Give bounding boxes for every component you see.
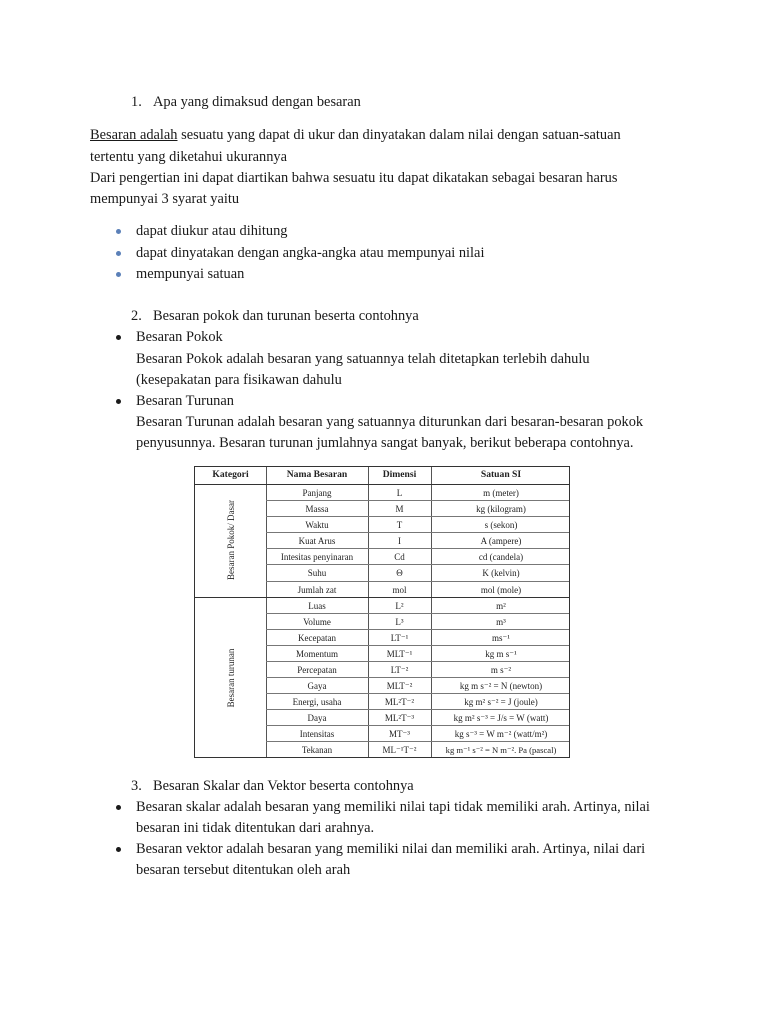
row-dimension: M <box>395 504 404 514</box>
row-name: Gaya <box>307 681 327 691</box>
bullet-dot <box>116 399 121 404</box>
row-unit: m³ <box>496 617 506 627</box>
row-unit: K (kelvin) <box>482 568 520 578</box>
requirement-item: mempunyai satuan <box>136 266 245 282</box>
row-unit: kg m s⁻² = N (newton) <box>459 681 543 691</box>
row-name: Momentum <box>296 649 338 659</box>
row-line <box>266 693 569 694</box>
definition-line-2: tertentu yang diketahui ukurannya <box>90 149 288 165</box>
row-name: Tekanan <box>301 745 333 755</box>
bullet-dot <box>116 251 121 256</box>
row-name: Kecepatan <box>298 633 336 643</box>
row-name: Percepatan <box>297 665 337 675</box>
skalar-text-line-1: Besaran skalar adalah besaran yang memiliki nilai tapi tidak memiliki arah. Artinya, nilai <box>136 799 650 815</box>
row-dimension: L³ <box>395 617 404 627</box>
turunan-text-line-1: Besaran Turunan adalah besaran yang satuannya diturunkan dari besaran-besaran pokok <box>136 414 644 430</box>
row-dimension: I <box>398 536 401 546</box>
row-line <box>266 677 569 678</box>
table-header-satuan: Satuan SI <box>480 469 522 480</box>
row-name: Volume <box>303 617 331 627</box>
section2-number: 2. <box>131 308 142 324</box>
row-name: Intensitas <box>299 729 335 739</box>
row-name: Waktu <box>305 520 329 530</box>
row-name: Energi, usaha <box>292 697 342 707</box>
row-dimension: MLT⁻¹ <box>386 649 413 659</box>
row-dimension: Cd <box>394 552 405 562</box>
pokok-title: Besaran Pokok <box>136 329 223 345</box>
row-unit: kg s⁻³ = W m⁻² (watt/m²) <box>454 729 548 739</box>
bullet-dot <box>116 805 121 810</box>
row-line <box>266 709 569 710</box>
section1-heading: Apa yang dimaksud dengan besaran <box>153 94 361 110</box>
row-line <box>266 725 569 726</box>
row-dimension: MLT⁻² <box>386 681 413 691</box>
section3-number: 3. <box>131 778 142 794</box>
group-label-turunan: Besaran turunan <box>226 648 236 708</box>
table-header-dimensi: Dimensi <box>382 469 417 480</box>
row-name: Panjang <box>302 488 332 498</box>
group-line <box>195 597 569 598</box>
row-dimension: mol <box>392 585 407 595</box>
bullet-dot <box>116 847 121 852</box>
row-dimension: ML²T⁻² <box>384 697 415 707</box>
row-dimension: T <box>396 520 403 530</box>
requirement-item: dapat dinyatakan dengan angka-angka atau mempunyai nilai <box>136 245 485 261</box>
pokok-text-line-2: (kesepakatan para fisikawan dahulu <box>136 372 342 388</box>
vektor-text-line-1: Besaran vektor adalah besaran yang memiliki nilai dan memiliki arah. Artinya, nilai dari <box>136 841 646 857</box>
row-unit: A (ampere) <box>480 536 522 546</box>
row-line <box>266 500 569 501</box>
row-line <box>266 532 569 533</box>
row-dimension: Θ <box>396 568 403 578</box>
bullet-dot <box>116 272 121 277</box>
quantities-table <box>194 466 570 758</box>
row-unit: m (meter) <box>483 488 519 498</box>
row-unit: kg m² s⁻³ = J/s = W (watt) <box>453 713 549 723</box>
row-unit: s (sekon) <box>484 520 518 530</box>
row-line <box>266 516 569 517</box>
row-dimension: MT⁻³ <box>389 729 410 739</box>
row-dimension: ML⁻¹T⁻² <box>382 745 417 755</box>
vektor-text-line-2: besaran tersebut ditentukan oleh arah <box>136 862 351 878</box>
row-line <box>266 548 569 549</box>
row-line <box>266 661 569 662</box>
table-header-rule <box>195 484 569 485</box>
definition-term: Besaran adalah <box>90 127 178 143</box>
group-label-pokok: Besaran Pokok/ Dasar <box>226 500 236 580</box>
row-name: Kuat Arus <box>298 536 336 546</box>
row-name: Daya <box>307 713 327 723</box>
definition-line-1 <box>90 124 621 146</box>
row-line <box>266 581 569 582</box>
row-dimension: LT⁻² <box>390 665 409 675</box>
pokok-text-line-1: Besaran Pokok adalah besaran yang satuannya telah ditetapkan terlebih dahulu <box>136 351 590 367</box>
row-line <box>266 645 569 646</box>
row-dimension: ML²T⁻³ <box>384 713 415 723</box>
row-line <box>266 564 569 565</box>
row-unit: m s⁻² <box>490 665 512 675</box>
bullet-dot <box>116 335 121 340</box>
skalar-text-line-2: besaran ini tidak ditentukan dari arahnya. <box>136 820 375 836</box>
row-unit: kg m⁻¹ s⁻² = N m⁻². Pa (pascal) <box>445 745 557 755</box>
row-line <box>266 741 569 742</box>
row-dimension: LT⁻¹ <box>390 633 409 643</box>
row-line <box>266 629 569 630</box>
row-name: Intesitas penyinaran <box>280 552 354 562</box>
section2-heading: Besaran pokok dan turunan beserta contohnya <box>153 308 419 324</box>
row-unit: kg m s⁻¹ <box>485 649 517 659</box>
row-unit: m² <box>496 601 506 611</box>
row-name: Jumlah zat <box>297 585 337 595</box>
row-dimension: L <box>396 488 403 498</box>
definition-line-3: Dari pengertian ini dapat diartikan bahwa sesuatu itu dapat dikatakan sebagai besaran harus <box>90 170 618 186</box>
row-unit: mol (mole) <box>480 585 522 595</box>
row-name: Luas <box>308 601 326 611</box>
turunan-text-line-2: penyusunnya. Besaran turunan jumlahnya sangat banyak, berikut beberapa contohnya. <box>136 435 634 451</box>
table-header-kategori: Kategori <box>212 469 249 480</box>
definition-rest: sesuatu yang dapat di ukur dan dinyatakan dalam nilai dengan satuan-satuan <box>177 127 621 143</box>
requirement-item: dapat diukur atau dihitung <box>136 223 288 239</box>
row-unit: kg m² s⁻² = J (joule) <box>464 697 538 707</box>
section3-heading: Besaran Skalar dan Vektor beserta contohnya <box>153 778 414 794</box>
definition-line-4: mempunyai 3 syarat yaitu <box>90 191 240 207</box>
row-dimension: L² <box>395 601 404 611</box>
bullet-dot <box>116 229 121 234</box>
row-name: Massa <box>305 504 329 514</box>
table-header-nama: Nama Besaran <box>286 469 348 480</box>
row-unit: ms⁻¹ <box>492 633 510 643</box>
row-line <box>266 613 569 614</box>
section1-number: 1. <box>131 94 142 110</box>
row-name: Suhu <box>307 568 327 578</box>
row-unit: cd (candela) <box>478 552 524 562</box>
row-unit: kg (kilogram) <box>476 504 526 514</box>
turunan-title: Besaran Turunan <box>136 393 234 409</box>
